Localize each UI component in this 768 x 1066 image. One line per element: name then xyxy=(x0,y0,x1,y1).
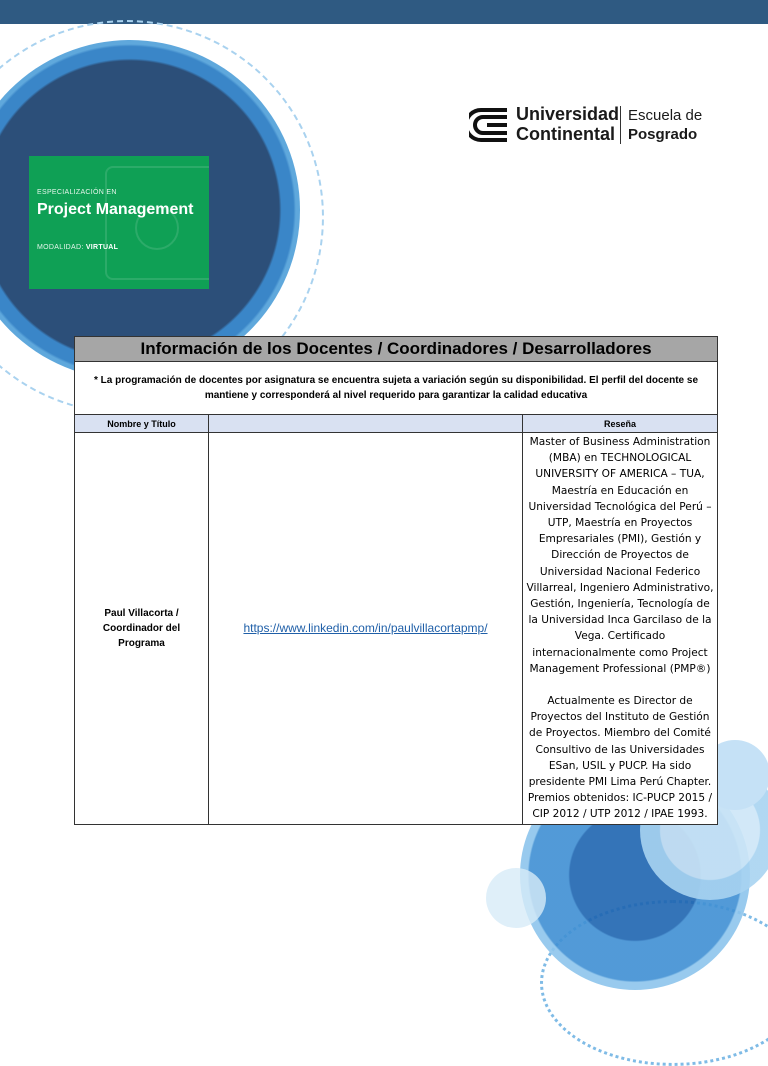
program-mode-label: MODALIDAD: xyxy=(37,244,84,251)
school-name-line: Posgrado xyxy=(628,126,698,143)
table-title: Información de los Docentes / Coordinadores / Desarrolladores xyxy=(75,337,718,362)
table-note: * La programación de docentes por asignatura se encuentra sujeta a variación según su disponibilidad. El perfil del docente se mantiene y corresponderá al nivel requerido para garantizar la calidad educativa xyxy=(75,362,718,415)
bio-spacer xyxy=(526,677,714,693)
bio-paragraph: Master of Business Administration (MBA) en TECHNOLOGICAL UNIVERSITY OF AMERICA – TUA, Maestría en Educación en Universidad Tecnológica del Perú – UTP, Maestría en Proyectos Empresariales (PMI), Gestión y Dirección de Proyectos de Universidad Nacional Federico Villarreal, Ingeniero Administrativo, Gestión, Ingeniería, Tecnología de la Universidad Inca Garcilaso de la Vega. Certificado internacionalmente como Project Management Professional (PMP®) xyxy=(526,436,714,675)
faculty-link-cell xyxy=(209,433,523,825)
faculty-bio xyxy=(523,433,718,825)
column-header-bio: Reseña xyxy=(523,415,718,433)
university-name-line: Universidad xyxy=(516,104,620,124)
bio-paragraph: Actualmente es Director de Proyectos del Instituto de Gestión de Proyectos. Miembro del Comité Consultivo de las Universidades ESan, USIL y PUCP. Ha sido presidente PMI Lima Perú Chapter. Premios obtenidos: IC-PUCP 2015 / CIP 2012 / UTP 2012 / IPAE 1993. xyxy=(527,695,713,821)
faculty-table xyxy=(74,336,718,825)
program-mode-value: VIRTUAL xyxy=(85,244,119,251)
linkedin-link[interactable]: https://www.linkedin.com/in/paulvillacortapmp/ xyxy=(243,621,488,636)
school-name-line: Escuela de xyxy=(628,107,703,124)
school-name xyxy=(628,106,702,144)
program-mode xyxy=(37,244,118,251)
logo-separator xyxy=(620,106,621,144)
university-name xyxy=(516,104,619,144)
university-logo-icon xyxy=(469,106,509,144)
program-title: Project Management xyxy=(37,201,194,218)
table-row xyxy=(75,433,718,825)
decorative-circle xyxy=(486,868,546,928)
column-header-link xyxy=(209,415,523,433)
faculty-name: Paul Villacorta / Coordinador del Programa xyxy=(75,433,209,825)
program-card xyxy=(29,156,209,289)
program-subtitle: ESPECIALIZACIÓN EN xyxy=(37,189,117,196)
university-name-line: Continental xyxy=(516,124,615,144)
column-header-name: Nombre y Título xyxy=(75,415,209,433)
